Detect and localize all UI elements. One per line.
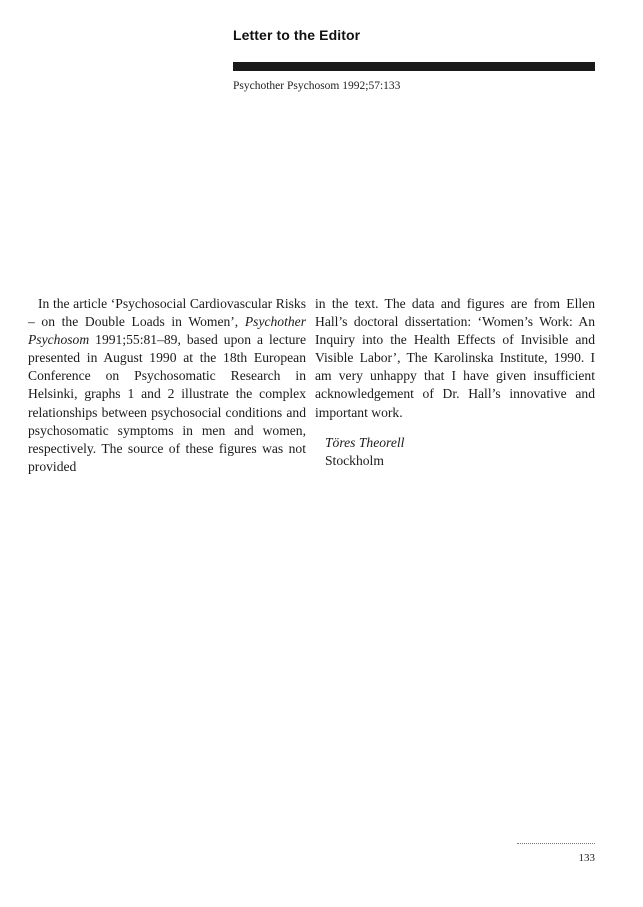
paragraph-text-part1: In the article ‘Psychosocial Cardiovascular Risks – on the Double Loads in Women’, [28, 296, 306, 330]
section-heading: Letter to the Editor [233, 27, 361, 43]
page-number: 133 [578, 852, 595, 864]
body-column-right [315, 295, 595, 471]
author-location: Stockholm [325, 453, 384, 469]
journal-citation: Psychother Psychosom 1992;57:133 [233, 80, 401, 92]
letter-paragraph-continued: in the text. The data and figures are from Ellen Hall’s doctoral dissertation: ‘Women’s Work: An Inquiry into the Health Effects of Invisible and Visible Labor’, The Karolinska Institute, 1990. I am very unhappy that I have given insufficient acknowledgement of Dr. Hall’s innovative and important work. [315, 296, 595, 420]
letter-paragraph [28, 295, 306, 476]
signature-block [315, 434, 595, 471]
journal-name-italic: Psychother Psychosom [28, 314, 306, 348]
footer-rule [517, 843, 595, 844]
author-name: Töres Theorell [325, 434, 405, 450]
header-rule [233, 62, 595, 71]
paragraph-text-part2: 1991;55:81–89, based upon a lecture presented in August 1990 at the 18th European Conference on Psychosomatic Research in Helsinki, graphs 1 and 2 illustrate the complex relationships between psychosocial conditions and psychosomatic symptoms in men and women, respectively. The source of these figures was not provided [28, 332, 306, 474]
body-column-left [28, 295, 306, 476]
